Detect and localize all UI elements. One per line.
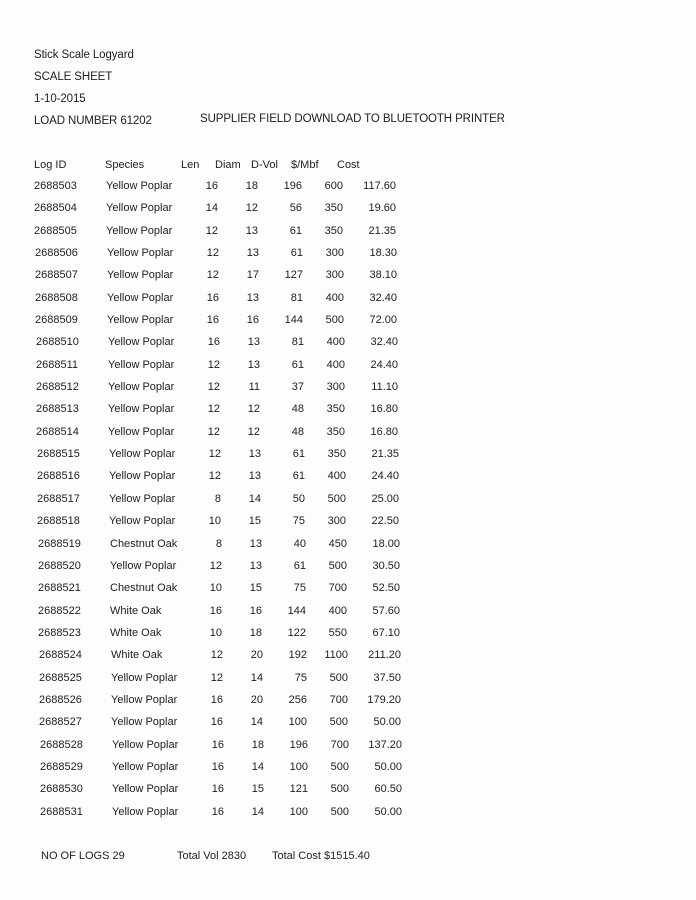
cell-species: Yellow Poplar bbox=[112, 760, 179, 773]
cell-species: Yellow Poplar bbox=[108, 403, 175, 416]
cell-diam: 13 bbox=[249, 559, 262, 572]
company-name: Stick Scale Logyard bbox=[34, 49, 134, 61]
table-row bbox=[0, 269, 696, 291]
cell-log-id: 2688519 bbox=[38, 537, 81, 550]
table-row bbox=[0, 314, 696, 336]
cell-cost: 22.50 bbox=[371, 515, 399, 528]
cell-rate: 300 bbox=[327, 515, 346, 528]
cell-dvol: 56 bbox=[289, 202, 302, 215]
cell-dvol: 127 bbox=[284, 269, 303, 282]
cell-dvol: 100 bbox=[289, 805, 308, 818]
cell-len: 10 bbox=[209, 582, 222, 595]
cell-diam: 13 bbox=[247, 358, 260, 371]
log-count: NO OF LOGS 29 bbox=[41, 850, 125, 862]
cell-len: 12 bbox=[208, 470, 221, 483]
table-row bbox=[0, 649, 696, 671]
cell-log-id: 2688508 bbox=[35, 291, 78, 304]
cell-cost: 21.35 bbox=[368, 224, 396, 237]
cell-diam: 14 bbox=[248, 492, 261, 505]
cell-rate: 700 bbox=[329, 693, 348, 706]
log-table bbox=[0, 180, 696, 828]
cell-log-id: 2688529 bbox=[40, 760, 83, 773]
cell-species: Yellow Poplar bbox=[110, 559, 177, 572]
cell-len: 12 bbox=[208, 448, 221, 461]
cell-dvol: 81 bbox=[290, 291, 303, 304]
table-row bbox=[0, 739, 696, 761]
cell-species: Yellow Poplar bbox=[111, 671, 178, 684]
cell-cost: 24.40 bbox=[371, 470, 399, 483]
cell-log-id: 2688512 bbox=[36, 381, 79, 394]
cell-cost: 50.00 bbox=[374, 760, 402, 773]
cell-species: White Oak bbox=[110, 626, 162, 639]
cell-species: Yellow Poplar bbox=[109, 515, 176, 528]
cell-cost: 52.50 bbox=[372, 582, 400, 595]
cell-diam: 18 bbox=[245, 180, 258, 192]
cell-len: 16 bbox=[211, 805, 224, 818]
cell-rate: 350 bbox=[326, 403, 345, 416]
cell-len: 16 bbox=[207, 336, 220, 349]
table-row bbox=[0, 560, 696, 582]
cell-rate: 500 bbox=[328, 559, 347, 572]
cell-len: 12 bbox=[206, 247, 219, 260]
cell-log-id: 2688520 bbox=[38, 559, 81, 572]
cell-dvol: 40 bbox=[293, 537, 306, 550]
table-row bbox=[0, 672, 696, 694]
cell-species: Yellow Poplar bbox=[109, 470, 176, 483]
cell-species: Yellow Poplar bbox=[106, 180, 173, 192]
cell-diam: 13 bbox=[246, 291, 259, 304]
cell-rate: 350 bbox=[324, 202, 343, 215]
cell-len: 16 bbox=[206, 291, 219, 304]
cell-diam: 18 bbox=[249, 626, 262, 639]
cell-cost: 18.00 bbox=[372, 537, 400, 550]
cell-log-id: 2688504 bbox=[34, 202, 77, 215]
cell-cost: 32.40 bbox=[369, 291, 397, 304]
cell-rate: 500 bbox=[330, 760, 349, 773]
table-row bbox=[0, 381, 696, 403]
cell-cost: 19.60 bbox=[368, 202, 396, 215]
cell-species: Yellow Poplar bbox=[111, 716, 178, 729]
cell-cost: 67.10 bbox=[372, 626, 400, 639]
cell-dvol: 37 bbox=[291, 381, 304, 394]
cell-species: Yellow Poplar bbox=[112, 783, 179, 796]
table-row bbox=[0, 470, 696, 492]
cell-log-id: 2688513 bbox=[36, 403, 79, 416]
cell-log-id: 2688511 bbox=[36, 358, 79, 371]
cell-cost: 50.00 bbox=[374, 805, 402, 818]
cell-species: White Oak bbox=[110, 604, 162, 617]
cell-species: Yellow Poplar bbox=[112, 738, 179, 751]
cell-dvol: 192 bbox=[288, 649, 307, 662]
cell-species: Yellow Poplar bbox=[107, 314, 174, 327]
cell-dvol: 61 bbox=[292, 470, 305, 483]
cell-log-id: 2688524 bbox=[39, 649, 82, 662]
cell-dvol: 61 bbox=[289, 224, 302, 237]
table-row bbox=[0, 493, 696, 515]
cell-species: Yellow Poplar bbox=[111, 693, 178, 706]
cell-dvol: 100 bbox=[289, 760, 308, 773]
cell-diam: 16 bbox=[249, 604, 262, 617]
table-row bbox=[0, 403, 696, 425]
cell-len: 16 bbox=[210, 716, 223, 729]
cell-cost: 211.20 bbox=[368, 649, 401, 662]
cell-dvol: 196 bbox=[289, 738, 308, 751]
cell-rate: 500 bbox=[327, 492, 346, 505]
cell-log-id: 2688528 bbox=[40, 738, 83, 751]
cell-diam: 16 bbox=[246, 314, 259, 327]
cell-rate: 500 bbox=[330, 805, 349, 818]
cell-diam: 12 bbox=[247, 403, 260, 416]
cell-dvol: 196 bbox=[283, 180, 302, 192]
col-header-log-id: Log ID bbox=[34, 159, 67, 171]
cell-log-id: 2688507 bbox=[35, 269, 78, 282]
cell-species: Yellow Poplar bbox=[112, 805, 179, 818]
cell-species: Yellow Poplar bbox=[108, 381, 175, 394]
cell-len: 16 bbox=[210, 693, 223, 706]
table-row bbox=[0, 515, 696, 537]
cell-species: Yellow Poplar bbox=[107, 247, 174, 260]
cell-log-id: 2688531 bbox=[40, 805, 83, 818]
cell-log-id: 2688521 bbox=[38, 582, 81, 595]
cell-log-id: 2688503 bbox=[34, 180, 77, 192]
cell-diam: 14 bbox=[251, 760, 264, 773]
cell-dvol: 48 bbox=[291, 425, 304, 438]
cell-log-id: 2688506 bbox=[35, 247, 78, 260]
cell-diam: 13 bbox=[246, 247, 259, 260]
cell-log-id: 2688505 bbox=[34, 224, 77, 237]
cell-len: 12 bbox=[206, 269, 219, 282]
cell-dvol: 50 bbox=[292, 492, 305, 505]
cell-cost: 16.80 bbox=[370, 425, 398, 438]
cell-dvol: 48 bbox=[291, 403, 304, 416]
cell-len: 16 bbox=[211, 738, 224, 751]
table-row bbox=[0, 247, 696, 269]
cell-species: Yellow Poplar bbox=[108, 425, 175, 438]
cell-rate: 350 bbox=[327, 448, 346, 461]
cell-log-id: 2688517 bbox=[37, 492, 80, 505]
table-row bbox=[0, 806, 696, 828]
cell-cost: 57.60 bbox=[372, 604, 400, 617]
col-header-diam: Diam bbox=[215, 159, 241, 171]
cell-log-id: 2688527 bbox=[39, 716, 82, 729]
cell-dvol: 144 bbox=[284, 314, 303, 327]
cell-len: 12 bbox=[207, 358, 220, 371]
cell-rate: 1100 bbox=[324, 649, 348, 662]
download-note: SUPPLIER FIELD DOWNLOAD TO BLUETOOTH PRINTER bbox=[200, 113, 505, 125]
cell-len: 8 bbox=[214, 492, 221, 505]
table-row bbox=[0, 336, 696, 358]
cell-dvol: 122 bbox=[287, 626, 306, 639]
cell-cost: 72.00 bbox=[369, 314, 397, 327]
cell-len: 12 bbox=[205, 224, 218, 237]
cell-rate: 400 bbox=[327, 470, 346, 483]
cell-len: 14 bbox=[205, 202, 218, 215]
cell-cost: 60.50 bbox=[374, 783, 402, 796]
cell-rate: 450 bbox=[328, 537, 347, 550]
cell-diam: 13 bbox=[245, 224, 258, 237]
cell-log-id: 2688515 bbox=[37, 448, 80, 461]
cell-cost: 24.40 bbox=[370, 358, 398, 371]
cell-cost: 179.20 bbox=[367, 693, 401, 706]
cell-len: 16 bbox=[205, 180, 218, 192]
table-row bbox=[0, 359, 696, 381]
cell-cost: 117.60 bbox=[363, 180, 396, 192]
cell-species: Yellow Poplar bbox=[109, 492, 176, 505]
cell-log-id: 2688526 bbox=[39, 693, 82, 706]
cell-species: Yellow Poplar bbox=[108, 358, 175, 371]
cell-rate: 500 bbox=[330, 783, 349, 796]
cell-diam: 20 bbox=[250, 649, 263, 662]
cell-cost: 50.00 bbox=[373, 716, 401, 729]
cell-rate: 400 bbox=[325, 291, 344, 304]
table-row bbox=[0, 761, 696, 783]
cell-diam: 12 bbox=[245, 202, 258, 215]
cell-log-id: 2688530 bbox=[40, 783, 83, 796]
cell-cost: 38.10 bbox=[369, 269, 397, 282]
cell-len: 12 bbox=[210, 671, 223, 684]
cell-len: 12 bbox=[209, 559, 222, 572]
cell-diam: 14 bbox=[250, 716, 263, 729]
col-header-cost: Cost bbox=[337, 159, 360, 171]
table-row bbox=[0, 716, 696, 738]
cell-diam: 11 bbox=[248, 381, 260, 394]
cell-len: 12 bbox=[207, 425, 220, 438]
table-row bbox=[0, 448, 696, 470]
cell-rate: 400 bbox=[328, 604, 347, 617]
cell-diam: 20 bbox=[250, 693, 263, 706]
cell-dvol: 61 bbox=[291, 358, 304, 371]
cell-dvol: 61 bbox=[293, 559, 306, 572]
cell-cost: 16.80 bbox=[370, 403, 398, 416]
sheet-date: 1-10-2015 bbox=[34, 93, 86, 105]
cell-log-id: 2688523 bbox=[38, 626, 81, 639]
cell-dvol: 61 bbox=[292, 448, 305, 461]
cell-len: 16 bbox=[211, 783, 224, 796]
table-row bbox=[0, 582, 696, 604]
cell-species: Yellow Poplar bbox=[107, 269, 174, 282]
cell-len: 10 bbox=[209, 626, 222, 639]
cell-diam: 15 bbox=[251, 783, 264, 796]
cell-species: Yellow Poplar bbox=[107, 291, 174, 304]
cell-diam: 14 bbox=[250, 671, 263, 684]
cell-dvol: 81 bbox=[291, 336, 304, 349]
table-row bbox=[0, 292, 696, 314]
cell-len: 12 bbox=[210, 649, 223, 662]
cell-rate: 300 bbox=[326, 381, 345, 394]
cell-rate: 500 bbox=[325, 314, 344, 327]
cell-diam: 13 bbox=[247, 336, 260, 349]
cell-log-id: 2688509 bbox=[35, 314, 78, 327]
cell-dvol: 75 bbox=[293, 582, 306, 595]
cell-cost: 32.40 bbox=[370, 336, 398, 349]
cell-log-id: 2688510 bbox=[36, 336, 79, 349]
cell-dvol: 144 bbox=[287, 604, 306, 617]
table-row bbox=[0, 202, 696, 224]
col-header-species: Species bbox=[105, 159, 145, 171]
cell-rate: 350 bbox=[324, 224, 343, 237]
table-row bbox=[0, 605, 696, 627]
cell-dvol: 256 bbox=[288, 693, 307, 706]
table-row bbox=[0, 180, 696, 202]
cell-len: 16 bbox=[211, 760, 224, 773]
cell-rate: 400 bbox=[326, 358, 345, 371]
cell-diam: 15 bbox=[248, 515, 261, 528]
total-cost: Total Cost $1515.40 bbox=[272, 850, 370, 862]
cell-len: 16 bbox=[206, 314, 219, 327]
cell-rate: 300 bbox=[325, 247, 344, 260]
cell-len: 12 bbox=[207, 381, 220, 394]
cell-cost: 37.50 bbox=[373, 671, 401, 684]
cell-rate: 600 bbox=[324, 180, 343, 192]
col-header-dvol: D-Vol bbox=[251, 159, 278, 171]
col-header-rate: $/Mbf bbox=[291, 159, 319, 171]
cell-log-id: 2688516 bbox=[37, 470, 80, 483]
cell-diam: 13 bbox=[248, 470, 261, 483]
cell-dvol: 61 bbox=[290, 247, 303, 260]
cell-diam: 13 bbox=[248, 448, 261, 461]
cell-cost: 21.35 bbox=[371, 448, 399, 461]
cell-cost: 30.50 bbox=[372, 559, 400, 572]
table-row bbox=[0, 538, 696, 560]
sheet-title: SCALE SHEET bbox=[34, 71, 113, 83]
cell-species: Chestnut Oak bbox=[110, 537, 178, 550]
cell-cost: 11.10 bbox=[371, 381, 398, 394]
cell-len: 10 bbox=[208, 515, 221, 528]
cell-rate: 400 bbox=[326, 336, 345, 349]
table-row bbox=[0, 627, 696, 649]
cell-species: White Oak bbox=[111, 649, 163, 662]
cell-rate: 550 bbox=[328, 626, 347, 639]
cell-log-id: 2688522 bbox=[38, 604, 81, 617]
cell-len: 12 bbox=[207, 403, 220, 416]
load-number: LOAD NUMBER 61202 bbox=[34, 115, 152, 127]
cell-cost: 18.30 bbox=[369, 247, 397, 260]
cell-diam: 14 bbox=[251, 805, 264, 818]
table-row bbox=[0, 694, 696, 716]
table-row bbox=[0, 783, 696, 805]
cell-dvol: 75 bbox=[294, 671, 307, 684]
cell-rate: 700 bbox=[330, 738, 349, 751]
cell-log-id: 2688525 bbox=[39, 671, 82, 684]
cell-rate: 500 bbox=[329, 716, 348, 729]
cell-cost: 25.00 bbox=[371, 492, 399, 505]
cell-rate: 700 bbox=[328, 582, 347, 595]
cell-diam: 18 bbox=[251, 738, 264, 751]
cell-diam: 15 bbox=[249, 582, 262, 595]
cell-species: Yellow Poplar bbox=[106, 224, 173, 237]
cell-diam: 12 bbox=[247, 425, 260, 438]
total-volume: Total Vol 2830 bbox=[177, 850, 247, 862]
cell-cost: 137.20 bbox=[368, 738, 402, 751]
cell-len: 16 bbox=[209, 604, 222, 617]
table-row bbox=[0, 225, 696, 247]
cell-log-id: 2688518 bbox=[37, 515, 80, 528]
cell-rate: 300 bbox=[325, 269, 344, 282]
cell-dvol: 121 bbox=[289, 783, 308, 796]
cell-species: Chestnut Oak bbox=[110, 582, 178, 595]
cell-species: Yellow Poplar bbox=[106, 202, 173, 215]
col-header-len: Len bbox=[181, 159, 200, 171]
cell-dvol: 75 bbox=[292, 515, 305, 528]
cell-diam: 17 bbox=[246, 269, 259, 282]
cell-diam: 13 bbox=[249, 537, 262, 550]
cell-species: Yellow Poplar bbox=[108, 336, 175, 349]
table-row bbox=[0, 426, 696, 448]
cell-dvol: 100 bbox=[288, 716, 307, 729]
cell-log-id: 2688514 bbox=[36, 425, 79, 438]
cell-rate: 350 bbox=[326, 425, 345, 438]
cell-rate: 500 bbox=[329, 671, 348, 684]
cell-species: Yellow Poplar bbox=[109, 448, 176, 461]
cell-len: 8 bbox=[215, 537, 222, 550]
